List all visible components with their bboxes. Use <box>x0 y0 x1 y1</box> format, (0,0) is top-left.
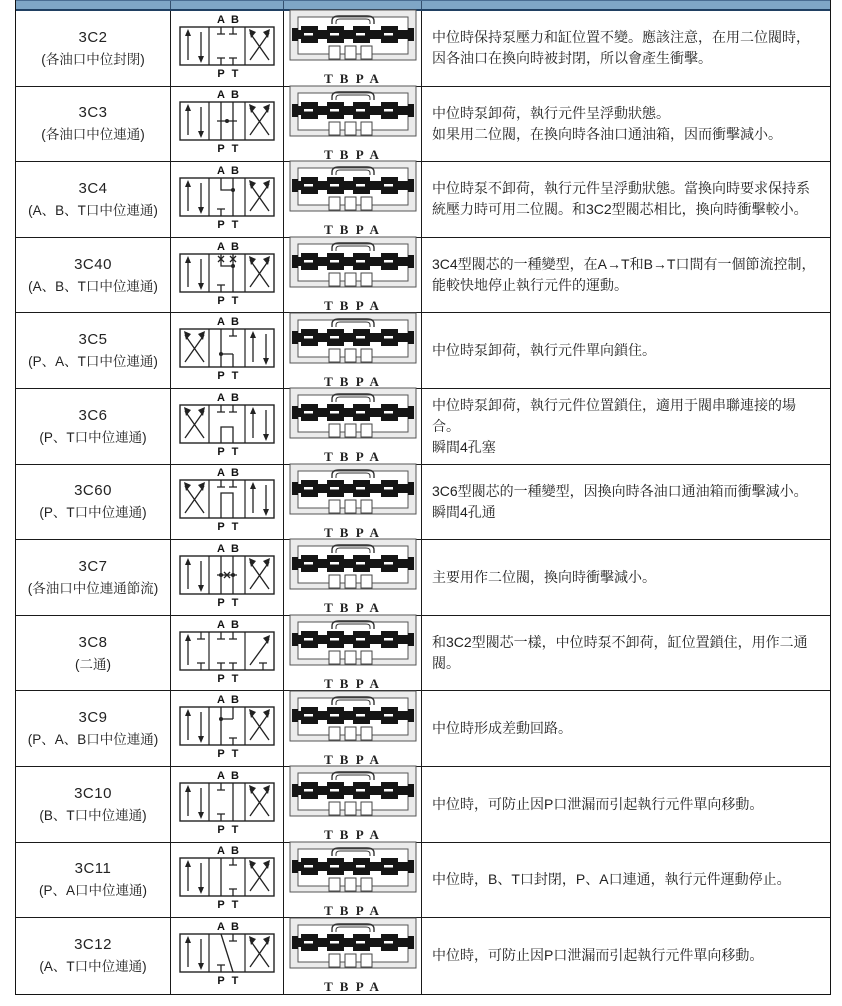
spool-port-labels: T B P A <box>324 524 381 540</box>
port-label-b: B <box>231 240 239 253</box>
spool-svg <box>289 9 417 65</box>
model-subtitle: (P、A、B口中位連通) <box>27 732 159 748</box>
spool-diagram <box>289 538 417 599</box>
model-subtitle: (P、A口中位連通) <box>39 883 147 899</box>
symbol-cell <box>171 389 284 464</box>
port-label-a: A <box>217 921 225 934</box>
description-line: 中位時泵卸荷，執行元件呈浮動狀態。 <box>432 104 670 121</box>
spool-cell <box>284 616 422 691</box>
description-cell <box>422 389 830 464</box>
description-cell <box>422 918 830 994</box>
table-row <box>16 616 830 692</box>
description-line: 中位時形成差動回路。 <box>432 720 572 737</box>
description-cell <box>422 843 830 918</box>
description-line: 中位時泵卸荷，執行元件單向鎖住。 <box>432 342 656 359</box>
table-header-strip <box>16 0 830 11</box>
valve-symbol-svg <box>179 13 275 79</box>
symbol-cell <box>171 918 284 994</box>
valve-symbol-diagram <box>179 88 275 159</box>
model-subtitle: (P、T口中位連通) <box>39 505 147 521</box>
description-cell <box>422 313 830 388</box>
symbol-cell <box>171 540 284 615</box>
port-label-t: T <box>231 975 239 987</box>
spool-cell <box>284 87 422 162</box>
table-row <box>16 238 830 314</box>
table-row <box>16 162 830 238</box>
model-subtitle: (A、T口中位連通) <box>39 959 147 975</box>
port-label-b: B <box>231 542 239 555</box>
valve-symbol-svg <box>179 769 275 835</box>
valve-symbol-svg <box>179 618 275 684</box>
description-line: 如果用二位閥，在換向時各油口通油箱，因而衝擊減小。 <box>432 125 782 142</box>
spool-svg <box>289 236 417 292</box>
spool-cell <box>284 767 422 842</box>
model-code: 3C6 <box>78 406 108 424</box>
spool-diagram <box>289 690 417 751</box>
port-label-t: T <box>231 67 239 79</box>
port-label-a: A <box>217 391 225 404</box>
spool-diagram <box>289 841 417 902</box>
port-label-b: B <box>231 467 239 480</box>
port-label-t: T <box>231 521 239 533</box>
spool-diagram <box>289 236 417 297</box>
spool-type-table <box>15 0 831 995</box>
spool-diagram <box>289 312 417 373</box>
symbol-cell <box>171 313 284 388</box>
table-row <box>16 767 830 843</box>
spool-port-labels: T B P A <box>324 827 381 843</box>
model-subtitle: (各油口中位連通) <box>41 127 145 143</box>
description-line: 中位時，可防止因P口泄漏而引起執行元件單向移動。 <box>432 947 764 964</box>
port-label-p: P <box>217 521 225 533</box>
description-line: 瞬間4孔通 <box>432 503 496 520</box>
description-line: 中位時保持泵壓力和缸位置不變。應該注意，在用二位閥時，因各油口在換向時被封閉，所以會產生衝擊。 <box>432 29 810 67</box>
valve-symbol-svg <box>179 693 275 759</box>
port-label-a: A <box>217 240 225 253</box>
model-code: 3C2 <box>78 28 108 46</box>
model-subtitle: (A、B、T口中位連通) <box>28 202 158 218</box>
port-label-b: B <box>231 845 239 858</box>
port-label-p: P <box>217 294 225 306</box>
spool-cell <box>284 691 422 766</box>
model-subtitle: (A、B、T口中位連通) <box>28 278 158 294</box>
port-label-t: T <box>231 445 239 457</box>
model-code: 3C9 <box>78 709 108 727</box>
port-label-p: P <box>217 445 225 457</box>
model-subtitle: (各油口中位封閉) <box>41 51 145 67</box>
port-label-t: T <box>231 143 239 155</box>
spool-cell <box>284 465 422 540</box>
valve-symbol-diagram <box>179 391 275 462</box>
spool-cell <box>284 162 422 237</box>
valve-symbol-svg <box>179 844 275 910</box>
spool-cell <box>284 918 422 994</box>
port-label-b: B <box>231 89 239 102</box>
valve-symbol-diagram <box>179 315 275 386</box>
port-label-b: B <box>231 391 239 404</box>
spool-svg <box>289 690 417 746</box>
spool-port-labels: T B P A <box>324 978 381 994</box>
valve-symbol-diagram <box>179 164 275 235</box>
spool-port-labels: T B P A <box>324 676 381 692</box>
port-label-p: P <box>217 899 225 911</box>
valve-symbol-diagram <box>179 542 275 613</box>
spool-svg <box>289 917 417 973</box>
valve-symbol-diagram <box>179 769 275 840</box>
valve-symbol-diagram <box>179 693 275 764</box>
model-cell <box>16 238 171 313</box>
description-cell <box>422 616 830 691</box>
model-subtitle: (B、T口中位連通) <box>39 807 147 823</box>
port-label-a: A <box>217 769 225 782</box>
symbol-cell <box>171 465 284 540</box>
port-label-a: A <box>217 164 225 177</box>
port-label-t: T <box>231 218 239 230</box>
spool-svg <box>289 614 417 670</box>
spool-port-labels: T B P A <box>324 71 381 87</box>
port-label-p: P <box>217 823 225 835</box>
spool-diagram <box>289 387 417 448</box>
model-cell <box>16 691 171 766</box>
port-label-a: A <box>217 13 225 26</box>
spool-cell <box>284 11 422 86</box>
spool-cell <box>284 843 422 918</box>
description-cell <box>422 691 830 766</box>
description-cell <box>422 540 830 615</box>
model-code: 3C10 <box>74 784 112 802</box>
model-code: 3C60 <box>74 482 112 500</box>
model-cell <box>16 540 171 615</box>
model-code: 3C5 <box>78 331 108 349</box>
model-code: 3C7 <box>78 557 108 575</box>
port-label-p: P <box>217 218 225 230</box>
port-label-t: T <box>231 370 239 382</box>
spool-cell <box>284 238 422 313</box>
model-cell <box>16 389 171 464</box>
port-label-p: P <box>217 370 225 382</box>
valve-symbol-diagram <box>179 844 275 915</box>
table-row <box>16 313 830 389</box>
model-cell <box>16 87 171 162</box>
port-label-a: A <box>217 467 225 480</box>
port-label-t: T <box>231 823 239 835</box>
spool-svg <box>289 463 417 519</box>
table-row <box>16 389 830 465</box>
port-label-p: P <box>217 748 225 760</box>
model-code: 3C40 <box>74 255 112 273</box>
spool-port-labels: T B P A <box>324 373 381 389</box>
valve-symbol-diagram <box>179 618 275 689</box>
spool-svg <box>289 387 417 443</box>
symbol-cell <box>171 691 284 766</box>
description-line: 中位時，B、T口封閉，P、A口連通，執行元件運動停止。 <box>432 871 791 888</box>
port-label-p: P <box>217 596 225 608</box>
valve-symbol-svg <box>179 920 275 986</box>
model-code: 3C4 <box>78 179 108 197</box>
header-cell-spool <box>284 1 422 9</box>
spool-port-labels: T B P A <box>324 298 381 314</box>
port-label-b: B <box>231 769 239 782</box>
spool-svg <box>289 841 417 897</box>
port-label-a: A <box>217 89 225 102</box>
model-subtitle: (各油口中位連通節流) <box>27 580 159 596</box>
valve-symbol-svg <box>179 240 275 306</box>
spool-cell <box>284 389 422 464</box>
port-label-a: A <box>217 316 225 329</box>
port-label-p: P <box>217 672 225 684</box>
description-cell <box>422 87 830 162</box>
port-label-a: A <box>217 845 225 858</box>
table-row <box>16 691 830 767</box>
spool-svg <box>289 85 417 141</box>
spool-svg <box>289 538 417 594</box>
port-label-b: B <box>231 316 239 329</box>
model-cell <box>16 465 171 540</box>
model-code: 3C8 <box>78 633 108 651</box>
port-label-a: A <box>217 618 225 631</box>
symbol-cell <box>171 616 284 691</box>
port-label-b: B <box>231 13 239 26</box>
port-label-t: T <box>231 899 239 911</box>
model-cell <box>16 918 171 994</box>
model-cell <box>16 616 171 691</box>
valve-symbol-svg <box>179 164 275 230</box>
description-line: 中位時泵不卸荷，執行元件呈浮動狀態。當換向時要求保持系統壓力時可用二位閥。和3C2型閥芯相比，換向時衝擊較小。 <box>432 180 810 218</box>
table-row <box>16 918 830 994</box>
spool-diagram <box>289 765 417 826</box>
port-label-p: P <box>217 67 225 79</box>
symbol-cell <box>171 843 284 918</box>
valve-symbol-diagram <box>179 240 275 311</box>
description-line: 瞬間4孔塞 <box>432 438 496 455</box>
table-row <box>16 540 830 616</box>
spool-port-labels: T B P A <box>324 600 381 616</box>
port-label-p: P <box>217 143 225 155</box>
port-label-t: T <box>231 596 239 608</box>
valve-symbol-svg <box>179 88 275 154</box>
model-cell <box>16 843 171 918</box>
port-label-t: T <box>231 672 239 684</box>
port-label-a: A <box>217 542 225 555</box>
description-line: 中位時泵卸荷，執行元件位置鎖住，適用于閥串聯連接的場合。 <box>432 396 796 434</box>
header-cell-description <box>422 1 830 9</box>
port-label-b: B <box>231 164 239 177</box>
symbol-cell <box>171 11 284 86</box>
valve-symbol-svg <box>179 466 275 532</box>
description-cell <box>422 465 830 540</box>
symbol-cell <box>171 87 284 162</box>
description-cell <box>422 238 830 313</box>
spool-diagram <box>289 85 417 146</box>
model-subtitle: (P、A、T口中位連通) <box>28 354 158 370</box>
model-code: 3C11 <box>74 860 112 878</box>
spool-cell <box>284 313 422 388</box>
model-code: 3C12 <box>74 936 112 954</box>
port-label-b: B <box>231 921 239 934</box>
description-cell <box>422 11 830 86</box>
model-subtitle: (二通) <box>75 656 111 672</box>
valve-symbol-svg <box>179 315 275 381</box>
port-label-b: B <box>231 618 239 631</box>
port-label-b: B <box>231 694 239 707</box>
table-body <box>16 11 830 994</box>
spool-port-labels: T B P A <box>324 146 381 162</box>
spool-cell <box>284 540 422 615</box>
spool-diagram <box>289 9 417 70</box>
spool-port-labels: T B P A <box>324 751 381 767</box>
model-cell <box>16 11 171 86</box>
valve-symbol-diagram <box>179 920 275 991</box>
table-row <box>16 11 830 87</box>
port-label-t: T <box>231 294 239 306</box>
spool-diagram <box>289 614 417 675</box>
symbol-cell <box>171 767 284 842</box>
spool-diagram <box>289 463 417 524</box>
port-label-a: A <box>217 694 225 707</box>
port-label-p: P <box>217 975 225 987</box>
valve-symbol-svg <box>179 542 275 608</box>
valve-symbol-diagram <box>179 466 275 537</box>
header-cell-model <box>16 1 171 9</box>
spool-svg <box>289 765 417 821</box>
model-cell <box>16 767 171 842</box>
description-cell <box>422 162 830 237</box>
model-subtitle: (P、T口中位連通) <box>39 429 147 445</box>
table-row <box>16 87 830 163</box>
symbol-cell <box>171 162 284 237</box>
spool-port-labels: T B P A <box>324 222 381 238</box>
model-cell <box>16 313 171 388</box>
table-row <box>16 843 830 919</box>
spool-svg <box>289 312 417 368</box>
spool-port-labels: T B P A <box>324 449 381 465</box>
description-line: 3C6型閥芯的一種變型，因換向時各油口通油箱而衝擊減小。 <box>432 482 808 499</box>
spool-port-labels: T B P A <box>324 902 381 918</box>
description-line: 和3C2型閥芯一樣，中位時泵不卸荷，缸位置鎖住，用作二通閥。 <box>432 634 808 672</box>
model-cell <box>16 162 171 237</box>
spool-diagram <box>289 160 417 221</box>
spool-diagram <box>289 917 417 978</box>
description-line: 3C4型閥芯的一種變型，在A→T和B→T口間有一個節流控制，能較快地停止執行元件的運動。 <box>432 256 816 294</box>
description-line: 中位時，可防止因P口泄漏而引起執行元件單向移動。 <box>432 795 764 812</box>
port-label-t: T <box>231 748 239 760</box>
spool-svg <box>289 160 417 216</box>
valve-symbol-svg <box>179 391 275 457</box>
description-line: 主要用作二位閥，換向時衝擊減小。 <box>432 568 656 585</box>
valve-symbol-diagram <box>179 13 275 84</box>
description-cell <box>422 767 830 842</box>
model-code: 3C3 <box>78 104 108 122</box>
header-cell-symbol <box>171 1 284 9</box>
table-row <box>16 465 830 541</box>
symbol-cell <box>171 238 284 313</box>
